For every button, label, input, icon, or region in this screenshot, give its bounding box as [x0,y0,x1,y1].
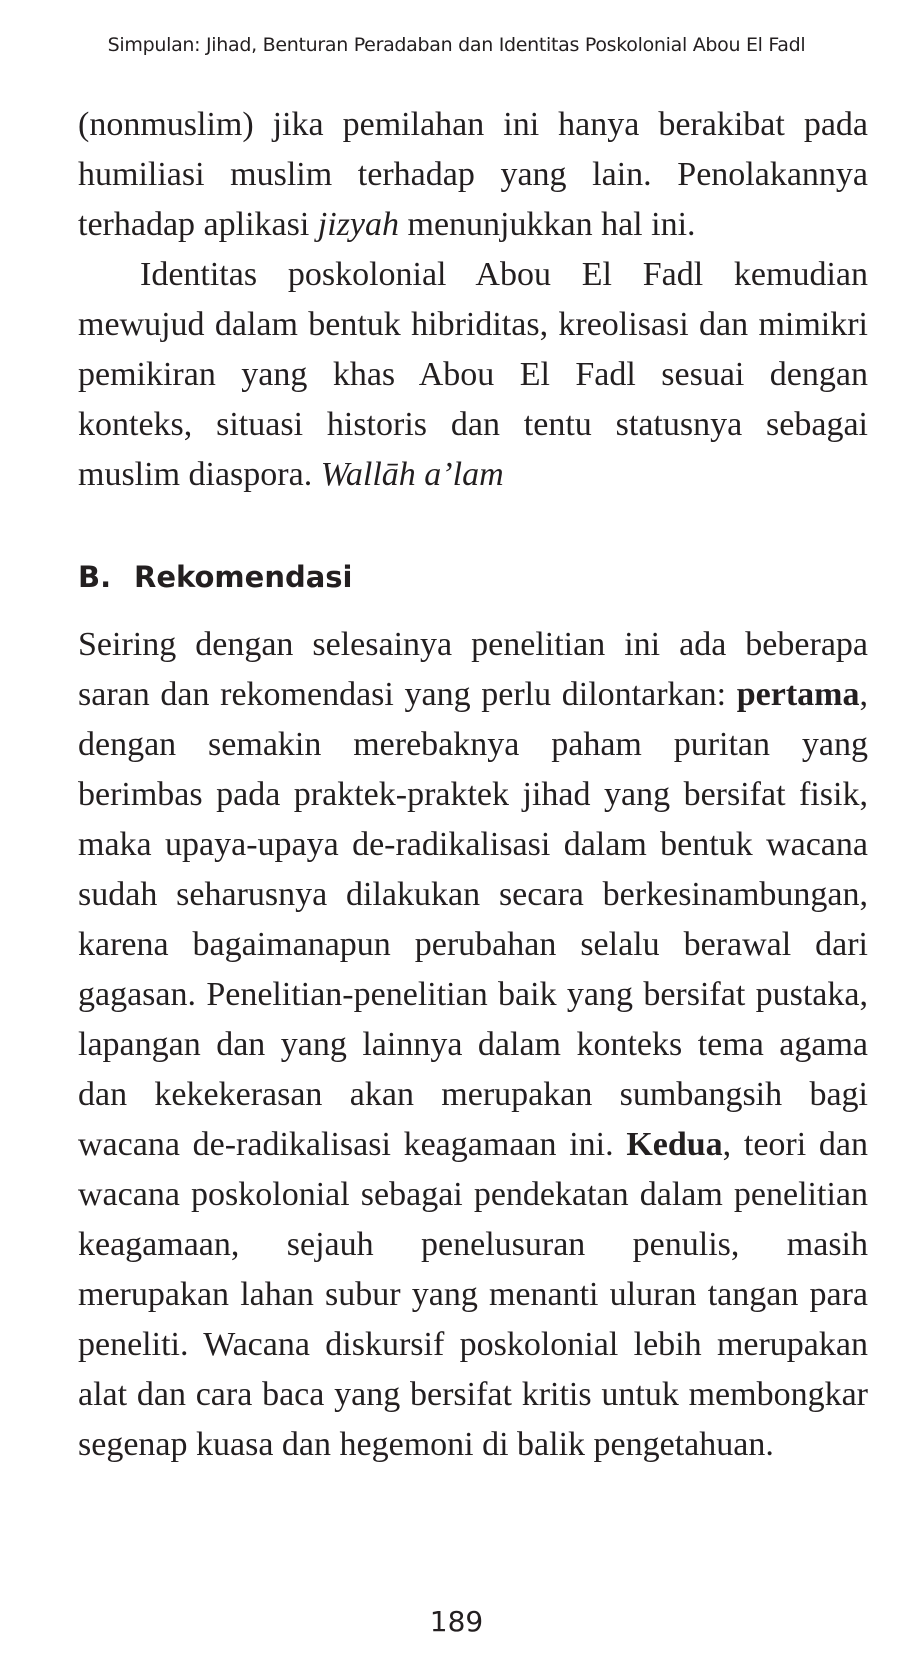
paragraph-recommendation [78,620,868,1470]
paragraph-text: Seiring dengan selesainya penelitian ini ada beberapa saran dan rekomendasi yang perlu dilontarkan: [78,626,868,713]
italic-term: jizyah [317,206,400,243]
paragraph-text: , teori dan wacana poskolonial sebagai pendekatan dalam penelitian keagamaan, sejauh penelusuran penulis, masih merupakan lahan subur yang menanti uluran tangan para peneliti. Wacana diskursif poskolonial lebih merupakan alat dan cara baca yang bersifat kritis untuk membongkar segenap kuasa dan hegemoni di balik pengetahuan. [78,1126,868,1463]
paragraph-text: menunjukkan hal ini. [399,206,696,243]
running-head: Simpulan: Jihad, Benturan Peradaban dan Identitas Poskolonial Abou El Fadl [107,34,806,56]
paragraph-identity [78,250,868,500]
section-heading [78,560,353,594]
paragraph-text: Identitas poskolonial Abou El Fadl kemudian mewujud dalam bentuk hibriditas, kreolisasi dan mimikri pemikiran yang khas Abou El Fadl sesuai dengan konteks, situasi historis dan tentu statusnya sebagai muslim diaspora. [78,256,868,493]
section-number: B. [78,560,112,594]
section-title: Rekomendasi [134,560,353,594]
paragraph-continued [78,100,868,250]
italic-closing: Wallāh a’lam [320,456,504,493]
page-number: 189 [429,1605,484,1638]
paragraph-text: , dengan semakin merebaknya paham puritan yang berimbas pada praktek-praktek jihad yang bersifat fisik, maka upaya-upaya de-radikalisasi dalam bentuk wacana sudah seharusnya dilakukan secara berkesinambungan, karena bagaimanapun perubahan selalu berawal dari gagasan. Penelitian-penelitian baik yang bersifat pustaka, lapangan dan yang lainnya dalam konteks tema agama dan kekekerasan akan merupakan sumbangsih bagi wacana de-radikalisasi keagamaan ini. [78,676,868,1163]
bold-term-first: pertama [736,676,860,713]
bold-term-second: Kedua [626,1126,723,1163]
paragraph-text: (nonmuslim) jika pemilahan ini hanya berakibat pada humiliasi muslim terhadap yang lain. Penolakannya terhadap aplikasi [78,106,868,243]
